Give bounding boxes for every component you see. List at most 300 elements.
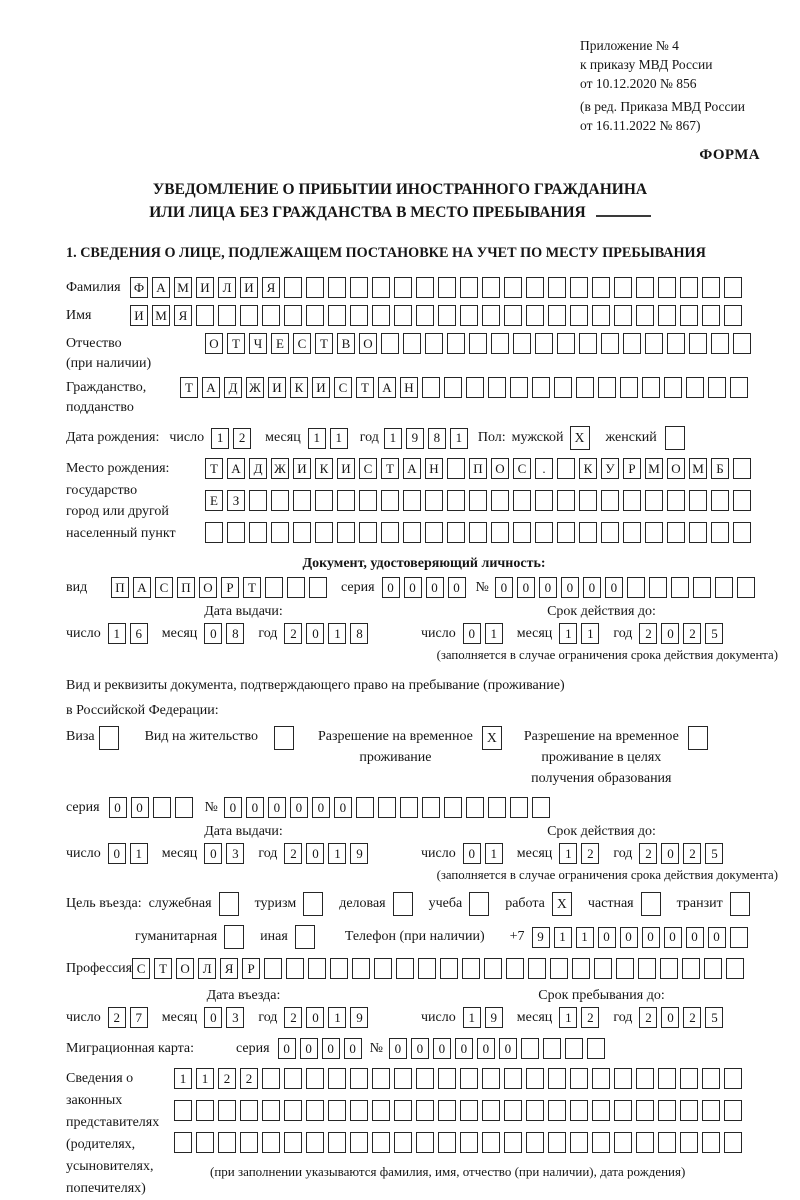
char-cell[interactable] xyxy=(422,377,440,398)
char-cell[interactable]: Ф xyxy=(130,277,148,298)
char-cell[interactable] xyxy=(447,522,465,543)
char-cell[interactable]: 9 xyxy=(532,927,550,948)
char-cell[interactable] xyxy=(636,1100,654,1121)
char-cell[interactable]: А xyxy=(403,458,421,479)
char-cell[interactable]: 0 xyxy=(661,1007,679,1028)
char-cell[interactable]: И xyxy=(268,377,286,398)
char-cell[interactable]: 0 xyxy=(463,623,481,644)
char-cell[interactable] xyxy=(403,522,421,543)
char-cell[interactable] xyxy=(469,892,489,916)
char-cell[interactable] xyxy=(711,333,729,354)
char-cell[interactable] xyxy=(416,277,434,298)
char-cell[interactable]: Н xyxy=(400,377,418,398)
char-cell[interactable] xyxy=(462,958,480,979)
char-cell[interactable] xyxy=(330,958,348,979)
char-cell[interactable] xyxy=(293,490,311,511)
char-cell[interactable] xyxy=(249,490,267,511)
char-cell[interactable]: 0 xyxy=(463,843,481,864)
char-cell[interactable]: 0 xyxy=(499,1038,517,1059)
char-cell[interactable] xyxy=(565,1038,583,1059)
char-cell[interactable]: 1 xyxy=(450,428,468,449)
char-cell[interactable]: Т xyxy=(381,458,399,479)
char-cell[interactable] xyxy=(396,958,414,979)
char-cell[interactable]: 0 xyxy=(290,797,308,818)
char-cell[interactable] xyxy=(627,577,645,598)
char-cell[interactable] xyxy=(504,1068,522,1089)
char-cell[interactable] xyxy=(460,305,478,326)
char-cell[interactable] xyxy=(262,1132,280,1153)
char-cell[interactable] xyxy=(592,1132,610,1153)
char-cell[interactable] xyxy=(488,377,506,398)
char-cell[interactable] xyxy=(224,925,244,949)
char-cell[interactable] xyxy=(484,958,502,979)
char-cell[interactable]: 0 xyxy=(131,797,149,818)
char-cell[interactable] xyxy=(680,1068,698,1089)
char-cell[interactable]: Т xyxy=(154,958,172,979)
char-cell[interactable] xyxy=(658,1132,676,1153)
char-cell[interactable]: 2 xyxy=(639,1007,657,1028)
char-cell[interactable] xyxy=(460,1068,478,1089)
char-cell[interactable]: 0 xyxy=(605,577,623,598)
char-cell[interactable]: 0 xyxy=(433,1038,451,1059)
char-cell[interactable]: 1 xyxy=(559,1007,577,1028)
char-cell[interactable] xyxy=(416,1068,434,1089)
char-cell[interactable]: 0 xyxy=(344,1038,362,1059)
char-cell[interactable] xyxy=(636,1132,654,1153)
char-cell[interactable] xyxy=(680,305,698,326)
char-cell[interactable] xyxy=(315,490,333,511)
char-cell[interactable] xyxy=(649,577,667,598)
char-cell[interactable]: 0 xyxy=(455,1038,473,1059)
char-cell[interactable] xyxy=(504,1132,522,1153)
char-cell[interactable] xyxy=(99,726,119,750)
char-cell[interactable]: 2 xyxy=(683,843,701,864)
char-cell[interactable]: 7 xyxy=(130,1007,148,1028)
char-cell[interactable]: 0 xyxy=(204,843,222,864)
char-cell[interactable] xyxy=(264,958,282,979)
char-cell[interactable]: С xyxy=(155,577,173,598)
char-cell[interactable] xyxy=(306,1068,324,1089)
char-cell[interactable]: С xyxy=(132,958,150,979)
char-cell[interactable]: 0 xyxy=(278,1038,296,1059)
char-cell[interactable]: 0 xyxy=(404,577,422,598)
char-cell[interactable] xyxy=(372,1132,390,1153)
char-cell[interactable] xyxy=(381,522,399,543)
char-cell[interactable] xyxy=(638,958,656,979)
char-cell[interactable] xyxy=(616,958,634,979)
char-cell[interactable] xyxy=(658,305,676,326)
char-cell[interactable] xyxy=(704,958,722,979)
char-cell[interactable] xyxy=(548,277,566,298)
char-cell[interactable] xyxy=(350,1132,368,1153)
char-cell[interactable] xyxy=(381,490,399,511)
char-cell[interactable] xyxy=(614,1068,632,1089)
char-cell[interactable] xyxy=(174,1100,192,1121)
char-cell[interactable] xyxy=(469,522,487,543)
char-cell[interactable] xyxy=(469,333,487,354)
char-cell[interactable]: А xyxy=(378,377,396,398)
char-cell[interactable]: 1 xyxy=(330,428,348,449)
char-cell[interactable] xyxy=(623,333,641,354)
char-cell[interactable]: 1 xyxy=(196,1068,214,1089)
char-cell[interactable] xyxy=(658,1068,676,1089)
char-cell[interactable]: X xyxy=(570,426,590,450)
char-cell[interactable]: 0 xyxy=(300,1038,318,1059)
char-cell[interactable]: 1 xyxy=(328,1007,346,1028)
char-cell[interactable]: X xyxy=(552,892,572,916)
char-cell[interactable]: И xyxy=(293,458,311,479)
char-cell[interactable] xyxy=(570,1100,588,1121)
char-cell[interactable]: 0 xyxy=(322,1038,340,1059)
char-cell[interactable]: А xyxy=(152,277,170,298)
char-cell[interactable] xyxy=(737,577,755,598)
char-cell[interactable]: О xyxy=(205,333,223,354)
char-cell[interactable]: Д xyxy=(249,458,267,479)
char-cell[interactable] xyxy=(400,797,418,818)
char-cell[interactable]: В xyxy=(337,333,355,354)
char-cell[interactable] xyxy=(579,333,597,354)
char-cell[interactable]: 1 xyxy=(576,927,594,948)
char-cell[interactable]: 2 xyxy=(218,1068,236,1089)
char-cell[interactable] xyxy=(240,1100,258,1121)
char-cell[interactable] xyxy=(715,577,733,598)
char-cell[interactable]: 2 xyxy=(284,843,302,864)
char-cell[interactable] xyxy=(543,1038,561,1059)
char-cell[interactable] xyxy=(227,522,245,543)
char-cell[interactable] xyxy=(724,1100,742,1121)
char-cell[interactable]: 0 xyxy=(204,623,222,644)
char-cell[interactable] xyxy=(286,958,304,979)
char-cell[interactable] xyxy=(658,1100,676,1121)
char-cell[interactable] xyxy=(708,377,726,398)
char-cell[interactable] xyxy=(592,1100,610,1121)
char-cell[interactable] xyxy=(614,277,632,298)
char-cell[interactable] xyxy=(724,1132,742,1153)
char-cell[interactable] xyxy=(726,958,744,979)
char-cell[interactable] xyxy=(425,522,443,543)
char-cell[interactable]: И xyxy=(312,377,330,398)
char-cell[interactable]: П xyxy=(177,577,195,598)
char-cell[interactable]: К xyxy=(290,377,308,398)
char-cell[interactable]: Е xyxy=(271,333,289,354)
char-cell[interactable] xyxy=(444,377,462,398)
char-cell[interactable] xyxy=(416,1132,434,1153)
char-cell[interactable] xyxy=(598,377,616,398)
char-cell[interactable]: Л xyxy=(198,958,216,979)
char-cell[interactable] xyxy=(306,1132,324,1153)
char-cell[interactable] xyxy=(526,277,544,298)
char-cell[interactable]: 1 xyxy=(211,428,229,449)
char-cell[interactable]: 0 xyxy=(661,843,679,864)
char-cell[interactable] xyxy=(328,277,346,298)
char-cell[interactable] xyxy=(491,333,509,354)
char-cell[interactable]: И xyxy=(196,277,214,298)
char-cell[interactable]: 1 xyxy=(554,927,572,948)
char-cell[interactable] xyxy=(645,333,663,354)
char-cell[interactable]: 1 xyxy=(328,623,346,644)
char-cell[interactable]: 0 xyxy=(246,797,264,818)
char-cell[interactable] xyxy=(702,277,720,298)
char-cell[interactable] xyxy=(205,522,223,543)
char-cell[interactable]: 1 xyxy=(581,623,599,644)
char-cell[interactable] xyxy=(682,958,700,979)
char-cell[interactable]: 0 xyxy=(382,577,400,598)
char-cell[interactable] xyxy=(733,490,751,511)
char-cell[interactable]: О xyxy=(491,458,509,479)
char-cell[interactable] xyxy=(350,1068,368,1089)
char-cell[interactable] xyxy=(557,333,575,354)
char-cell[interactable] xyxy=(702,1100,720,1121)
char-cell[interactable] xyxy=(378,797,396,818)
char-cell[interactable] xyxy=(284,1068,302,1089)
char-cell[interactable] xyxy=(466,377,484,398)
char-cell[interactable] xyxy=(570,1132,588,1153)
char-cell[interactable] xyxy=(667,490,685,511)
char-cell[interactable] xyxy=(337,490,355,511)
char-cell[interactable] xyxy=(394,1132,412,1153)
char-cell[interactable] xyxy=(724,1068,742,1089)
char-cell[interactable] xyxy=(688,726,708,750)
char-cell[interactable]: 1 xyxy=(328,843,346,864)
char-cell[interactable] xyxy=(680,277,698,298)
char-cell[interactable]: 6 xyxy=(130,623,148,644)
char-cell[interactable] xyxy=(447,333,465,354)
char-cell[interactable]: С xyxy=(293,333,311,354)
char-cell[interactable] xyxy=(579,522,597,543)
char-cell[interactable]: 0 xyxy=(661,623,679,644)
char-cell[interactable] xyxy=(309,577,327,598)
char-cell[interactable] xyxy=(287,577,305,598)
char-cell[interactable] xyxy=(614,1100,632,1121)
char-cell[interactable]: 0 xyxy=(448,577,466,598)
char-cell[interactable] xyxy=(641,892,661,916)
char-cell[interactable] xyxy=(570,277,588,298)
char-cell[interactable] xyxy=(460,1100,478,1121)
char-cell[interactable]: О xyxy=(667,458,685,479)
char-cell[interactable]: И xyxy=(130,305,148,326)
char-cell[interactable] xyxy=(570,305,588,326)
char-cell[interactable]: Д xyxy=(224,377,242,398)
char-cell[interactable]: П xyxy=(111,577,129,598)
char-cell[interactable]: 0 xyxy=(204,1007,222,1028)
char-cell[interactable]: 0 xyxy=(306,1007,324,1028)
char-cell[interactable]: 2 xyxy=(639,623,657,644)
char-cell[interactable]: 2 xyxy=(683,1007,701,1028)
char-cell[interactable] xyxy=(513,522,531,543)
char-cell[interactable]: 1 xyxy=(174,1068,192,1089)
char-cell[interactable] xyxy=(265,577,283,598)
char-cell[interactable]: М xyxy=(645,458,663,479)
char-cell[interactable]: 0 xyxy=(411,1038,429,1059)
char-cell[interactable] xyxy=(438,277,456,298)
char-cell[interactable] xyxy=(174,1132,192,1153)
char-cell[interactable]: 0 xyxy=(312,797,330,818)
char-cell[interactable] xyxy=(438,305,456,326)
char-cell[interactable] xyxy=(196,1132,214,1153)
char-cell[interactable]: 0 xyxy=(517,577,535,598)
char-cell[interactable]: 0 xyxy=(642,927,660,948)
char-cell[interactable]: 3 xyxy=(226,1007,244,1028)
char-cell[interactable] xyxy=(240,305,258,326)
char-cell[interactable] xyxy=(532,377,550,398)
char-cell[interactable]: К xyxy=(315,458,333,479)
char-cell[interactable] xyxy=(557,490,575,511)
char-cell[interactable] xyxy=(594,958,612,979)
char-cell[interactable]: О xyxy=(359,333,377,354)
char-cell[interactable] xyxy=(482,305,500,326)
char-cell[interactable] xyxy=(730,927,748,948)
char-cell[interactable] xyxy=(438,1068,456,1089)
char-cell[interactable]: 2 xyxy=(240,1068,258,1089)
char-cell[interactable] xyxy=(425,333,443,354)
char-cell[interactable]: У xyxy=(601,458,619,479)
char-cell[interactable]: 1 xyxy=(463,1007,481,1028)
char-cell[interactable] xyxy=(645,522,663,543)
char-cell[interactable]: 0 xyxy=(224,797,242,818)
char-cell[interactable] xyxy=(642,377,660,398)
char-cell[interactable]: 2 xyxy=(233,428,251,449)
char-cell[interactable]: З xyxy=(227,490,245,511)
char-cell[interactable] xyxy=(548,1068,566,1089)
char-cell[interactable]: 0 xyxy=(686,927,704,948)
char-cell[interactable] xyxy=(506,958,524,979)
char-cell[interactable] xyxy=(504,305,522,326)
char-cell[interactable] xyxy=(460,277,478,298)
char-cell[interactable]: Т xyxy=(227,333,245,354)
char-cell[interactable] xyxy=(535,333,553,354)
char-cell[interactable]: X xyxy=(482,726,502,750)
char-cell[interactable]: 0 xyxy=(306,623,324,644)
char-cell[interactable] xyxy=(614,1132,632,1153)
char-cell[interactable] xyxy=(491,522,509,543)
char-cell[interactable] xyxy=(491,490,509,511)
char-cell[interactable] xyxy=(262,1100,280,1121)
char-cell[interactable] xyxy=(730,377,748,398)
char-cell[interactable] xyxy=(570,1068,588,1089)
char-cell[interactable]: 1 xyxy=(130,843,148,864)
char-cell[interactable] xyxy=(711,522,729,543)
char-cell[interactable]: Ж xyxy=(271,458,289,479)
char-cell[interactable]: 2 xyxy=(581,1007,599,1028)
char-cell[interactable]: О xyxy=(176,958,194,979)
char-cell[interactable] xyxy=(416,305,434,326)
char-cell[interactable] xyxy=(658,277,676,298)
char-cell[interactable] xyxy=(295,925,315,949)
char-cell[interactable]: 0 xyxy=(598,927,616,948)
char-cell[interactable] xyxy=(271,522,289,543)
char-cell[interactable]: 0 xyxy=(268,797,286,818)
char-cell[interactable] xyxy=(526,1132,544,1153)
char-cell[interactable]: 0 xyxy=(495,577,513,598)
char-cell[interactable]: 0 xyxy=(426,577,444,598)
char-cell[interactable] xyxy=(262,1068,280,1089)
char-cell[interactable] xyxy=(550,958,568,979)
char-cell[interactable]: 1 xyxy=(559,623,577,644)
char-cell[interactable] xyxy=(513,333,531,354)
char-cell[interactable] xyxy=(356,797,374,818)
char-cell[interactable] xyxy=(240,1132,258,1153)
char-cell[interactable] xyxy=(393,892,413,916)
char-cell[interactable] xyxy=(482,1068,500,1089)
char-cell[interactable]: Б xyxy=(711,458,729,479)
char-cell[interactable] xyxy=(482,1100,500,1121)
char-cell[interactable]: И xyxy=(337,458,355,479)
char-cell[interactable] xyxy=(636,305,654,326)
char-cell[interactable] xyxy=(482,1132,500,1153)
char-cell[interactable] xyxy=(686,377,704,398)
char-cell[interactable]: Р xyxy=(623,458,641,479)
char-cell[interactable] xyxy=(557,458,575,479)
char-cell[interactable]: 0 xyxy=(306,843,324,864)
char-cell[interactable]: Т xyxy=(180,377,198,398)
char-cell[interactable] xyxy=(636,277,654,298)
char-cell[interactable] xyxy=(274,726,294,750)
char-cell[interactable] xyxy=(689,490,707,511)
char-cell[interactable] xyxy=(702,1068,720,1089)
char-cell[interactable] xyxy=(592,305,610,326)
char-cell[interactable] xyxy=(284,1132,302,1153)
char-cell[interactable]: 9 xyxy=(485,1007,503,1028)
char-cell[interactable] xyxy=(315,522,333,543)
char-cell[interactable] xyxy=(702,305,720,326)
char-cell[interactable]: 1 xyxy=(485,843,503,864)
char-cell[interactable]: 8 xyxy=(350,623,368,644)
char-cell[interactable] xyxy=(601,522,619,543)
char-cell[interactable]: 0 xyxy=(664,927,682,948)
char-cell[interactable]: 1 xyxy=(108,623,126,644)
char-cell[interactable] xyxy=(372,305,390,326)
char-cell[interactable] xyxy=(601,490,619,511)
char-cell[interactable] xyxy=(350,1100,368,1121)
char-cell[interactable] xyxy=(680,1100,698,1121)
char-cell[interactable]: Т xyxy=(243,577,261,598)
char-cell[interactable]: И xyxy=(240,277,258,298)
char-cell[interactable]: Т xyxy=(356,377,374,398)
char-cell[interactable]: Р xyxy=(242,958,260,979)
char-cell[interactable]: 5 xyxy=(705,1007,723,1028)
char-cell[interactable] xyxy=(711,490,729,511)
char-cell[interactable]: 9 xyxy=(350,1007,368,1028)
char-cell[interactable]: М xyxy=(174,277,192,298)
char-cell[interactable]: Т xyxy=(205,458,223,479)
char-cell[interactable] xyxy=(359,522,377,543)
char-cell[interactable] xyxy=(460,1132,478,1153)
char-cell[interactable] xyxy=(469,490,487,511)
char-cell[interactable] xyxy=(466,797,484,818)
char-cell[interactable]: Я xyxy=(262,277,280,298)
char-cell[interactable] xyxy=(438,1100,456,1121)
char-cell[interactable] xyxy=(702,1132,720,1153)
char-cell[interactable]: 0 xyxy=(109,797,127,818)
char-cell[interactable] xyxy=(636,1068,654,1089)
char-cell[interactable]: Р xyxy=(221,577,239,598)
char-cell[interactable] xyxy=(592,1068,610,1089)
char-cell[interactable]: 0 xyxy=(108,843,126,864)
char-cell[interactable]: 2 xyxy=(284,1007,302,1028)
char-cell[interactable] xyxy=(303,892,323,916)
char-cell[interactable] xyxy=(535,522,553,543)
char-cell[interactable] xyxy=(218,1132,236,1153)
char-cell[interactable]: К xyxy=(579,458,597,479)
char-cell[interactable]: 3 xyxy=(226,843,244,864)
char-cell[interactable]: 0 xyxy=(477,1038,495,1059)
char-cell[interactable] xyxy=(153,797,171,818)
char-cell[interactable] xyxy=(733,458,751,479)
char-cell[interactable] xyxy=(403,490,421,511)
char-cell[interactable] xyxy=(689,522,707,543)
char-cell[interactable]: П xyxy=(469,458,487,479)
char-cell[interactable]: 0 xyxy=(389,1038,407,1059)
